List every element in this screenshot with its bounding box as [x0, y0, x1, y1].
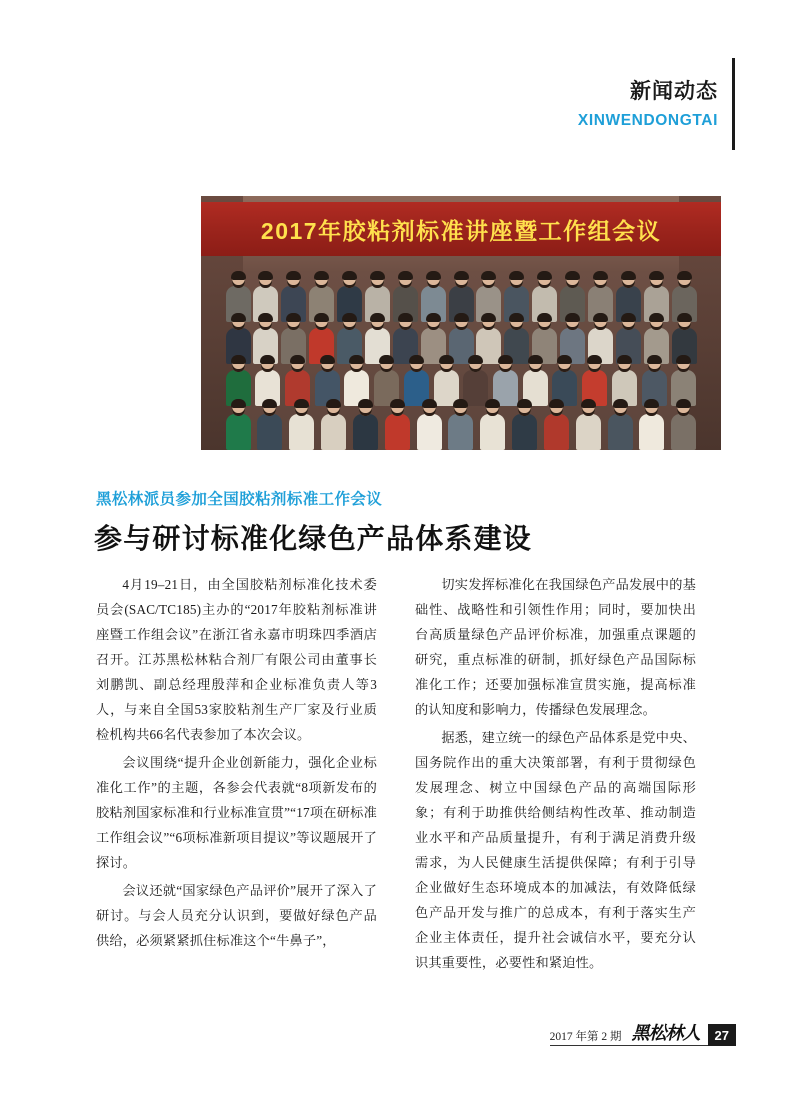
- photo-person-hair: [565, 271, 580, 280]
- article-photo: [201, 196, 721, 450]
- photo-person-hair: [647, 355, 662, 364]
- photo-person-hair: [258, 313, 273, 322]
- photo-person-hair: [593, 271, 608, 280]
- photo-person-hair: [481, 271, 496, 280]
- section-title-en: XINWENDONGTAI: [577, 112, 718, 130]
- photo-person-hair: [342, 313, 357, 322]
- column-left: [96, 572, 377, 978]
- photo-person-body: [417, 414, 442, 450]
- page-header: [578, 58, 735, 150]
- header-vertical-rule: [732, 58, 735, 150]
- photo-person-body: [385, 414, 410, 450]
- photo-person-hair: [621, 271, 636, 280]
- photo-person-hair: [398, 313, 413, 322]
- photo-person-hair: [286, 271, 301, 280]
- photo-person-hair: [426, 313, 441, 322]
- photo-person-hair: [581, 399, 596, 408]
- photo-person-hair: [649, 313, 664, 322]
- photo-person-body: [448, 414, 473, 450]
- photo-person: [289, 401, 315, 450]
- paragraph: 会议还就“国家绿色产品评价”展开了深入了研讨。与会人员充分认识到，要做好绿色产品供给，必须紧紧抓住标准这个“牛鼻子”，: [96, 883, 377, 948]
- photo-scene: [201, 196, 721, 450]
- photo-person-hair: [314, 313, 329, 322]
- photo-person-hair: [422, 399, 437, 408]
- photo-person-hair: [649, 271, 664, 280]
- photo-person-hair: [528, 355, 543, 364]
- paragraph: 切实发挥标准化在我国绿色产品发展中的基础性、战略性和引领性作用；同时，要加快出台高质量绿色产品评价标准，加强重点课题的研究，重点标准的研制，抓好绿色产品国际标准化工作；还要加强标准宣贯实施，提高标准的认知度和影响力，传播绿色发展理念。: [415, 577, 696, 717]
- photo-person-hair: [587, 355, 602, 364]
- photo-person-hair: [549, 399, 564, 408]
- photo-person: [321, 401, 347, 450]
- photo-person: [448, 401, 474, 450]
- photo-group-of-people: [225, 258, 697, 450]
- photo-person-hair: [326, 399, 341, 408]
- article-kicker: 黑松林派员参加全国胶粘剂标准工作会议: [96, 491, 383, 508]
- photo-person-hair: [676, 399, 691, 408]
- photo-person-hair: [231, 355, 246, 364]
- photo-person-hair: [358, 399, 373, 408]
- photo-person-hair: [320, 355, 335, 364]
- photo-person-body: [257, 414, 282, 450]
- photo-person-hair: [509, 271, 524, 280]
- photo-person-hair: [453, 399, 468, 408]
- photo-person-hair: [481, 313, 496, 322]
- photo-person-hair: [454, 271, 469, 280]
- photo-person-hair: [557, 355, 572, 364]
- photo-person-hair: [370, 271, 385, 280]
- publication-logo: 黑松林人: [630, 1019, 708, 1046]
- section-title-cn: 新闻动态: [630, 79, 718, 103]
- photo-person-hair: [439, 355, 454, 364]
- photo-person: [257, 401, 283, 450]
- photo-person-hair: [426, 271, 441, 280]
- photo-person-hair: [294, 399, 309, 408]
- paragraph: 4月19–21日，由全国胶粘剂标准化技术委员会(SAC/TC185)主办的“2017年胶粘剂标准讲座暨工作组会议”在浙江省永嘉市明珠四季酒店召开。江苏黑松林粘合剂厂有限公司由董事长刘鹏凯、副总经理殷萍和企业标准负责人等3人，与来自全国53家胶粘剂生产厂家及行业质检机构共66名代表参加了本次会议。: [96, 577, 377, 742]
- photo-person-hair: [537, 313, 552, 322]
- column-right: [415, 572, 696, 978]
- photo-person-hair: [677, 271, 692, 280]
- photo-person: [352, 401, 378, 450]
- paragraph: 会议围绕“提升企业创新能力，强化企业标准化工作”的主题，各参会代表就“8项新发布的胶粘剂国家标准和行业标准宣贯”“17项在研标准工作组会议”“6项标准新项目提议”等议题展开了探讨。: [96, 755, 377, 870]
- photo-person: [611, 357, 637, 406]
- header-text-group: [578, 58, 732, 150]
- photo-person: [225, 401, 251, 450]
- photo-person-hair: [231, 313, 246, 322]
- photo-person-hair: [468, 355, 483, 364]
- photo-person-body: [321, 414, 346, 450]
- photo-person-hair: [677, 313, 692, 322]
- photo-person: [543, 401, 569, 450]
- photo-person: [416, 401, 442, 450]
- page-footer: [550, 1024, 736, 1046]
- photo-person-hair: [409, 355, 424, 364]
- photo-person: [512, 401, 538, 450]
- photo-person-hair: [454, 313, 469, 322]
- photo-person-hair: [342, 271, 357, 280]
- photo-person-hair: [517, 399, 532, 408]
- photo-person: [433, 357, 459, 406]
- photo-person-hair: [370, 313, 385, 322]
- photo-person-body: [289, 414, 314, 450]
- photo-person-hair: [498, 355, 513, 364]
- issue-label: 2017 年第 2 期: [550, 1028, 630, 1046]
- photo-person: [384, 401, 410, 450]
- page-number: 27: [708, 1024, 736, 1046]
- photo-person-body: [639, 414, 664, 450]
- photo-person: [492, 357, 518, 406]
- photo-person-body: [480, 414, 505, 450]
- photo-person-hair: [390, 399, 405, 408]
- article-body: [96, 572, 696, 978]
- photo-person: [607, 401, 633, 450]
- photo-person-body: [671, 414, 696, 450]
- photo-person-hair: [398, 271, 413, 280]
- photo-person-hair: [314, 271, 329, 280]
- photo-person-hair: [258, 271, 273, 280]
- photo-person-hair: [537, 271, 552, 280]
- photo-person-body: [576, 414, 601, 450]
- photo-person-hair: [231, 399, 246, 408]
- photo-person-hair: [286, 313, 301, 322]
- photo-person-hair: [231, 271, 246, 280]
- photo-person-body: [544, 414, 569, 450]
- photo-person-hair: [260, 355, 275, 364]
- photo-person-hair: [565, 313, 580, 322]
- photo-person-hair: [621, 313, 636, 322]
- photo-person: [639, 401, 665, 450]
- photo-banner-text: 2017年胶粘剂标准讲座暨工作组会议: [260, 217, 662, 244]
- photo-person-hair: [379, 355, 394, 364]
- paragraph: 据悉，建立统一的绿色产品体系是党中央、国务院作出的重大决策部署，有利于贯彻绿色发展理念、树立中国绿色产品的高端国际形象；有利于助推供给侧结构性改革、推动制造业水平和产品质量提升，有利于满足消费升级需求，为人民健康生活提供保障；有利于引导企业做好生态环境成本的加减法，有效降低绿色产品开发与推广的总成本，有利于落实生产企业主体责任，提升社会诚信水平，要充分认识其重要性，必要性和紧迫性。: [415, 730, 696, 970]
- photo-person-hair: [676, 355, 691, 364]
- photo-person: [480, 401, 506, 450]
- photo-person-hair: [593, 313, 608, 322]
- photo-person: [671, 401, 697, 450]
- photo-person-hair: [485, 399, 500, 408]
- photo-person: [463, 357, 489, 406]
- photo-person-hair: [262, 399, 277, 408]
- photo-person-hair: [290, 355, 305, 364]
- photo-person-hair: [617, 355, 632, 364]
- photo-person-hair: [509, 313, 524, 322]
- photo-person-hair: [644, 399, 659, 408]
- photo-person-body: [226, 414, 251, 450]
- photo-person-hair: [349, 355, 364, 364]
- photo-person: [575, 401, 601, 450]
- photo-person-hair: [613, 399, 628, 408]
- article-headline: 参与研讨标准化绿色产品体系建设: [94, 523, 533, 554]
- photo-banner: [201, 202, 721, 256]
- photo-person-body: [608, 414, 633, 450]
- photo-person-body: [353, 414, 378, 450]
- photo-person-body: [512, 414, 537, 450]
